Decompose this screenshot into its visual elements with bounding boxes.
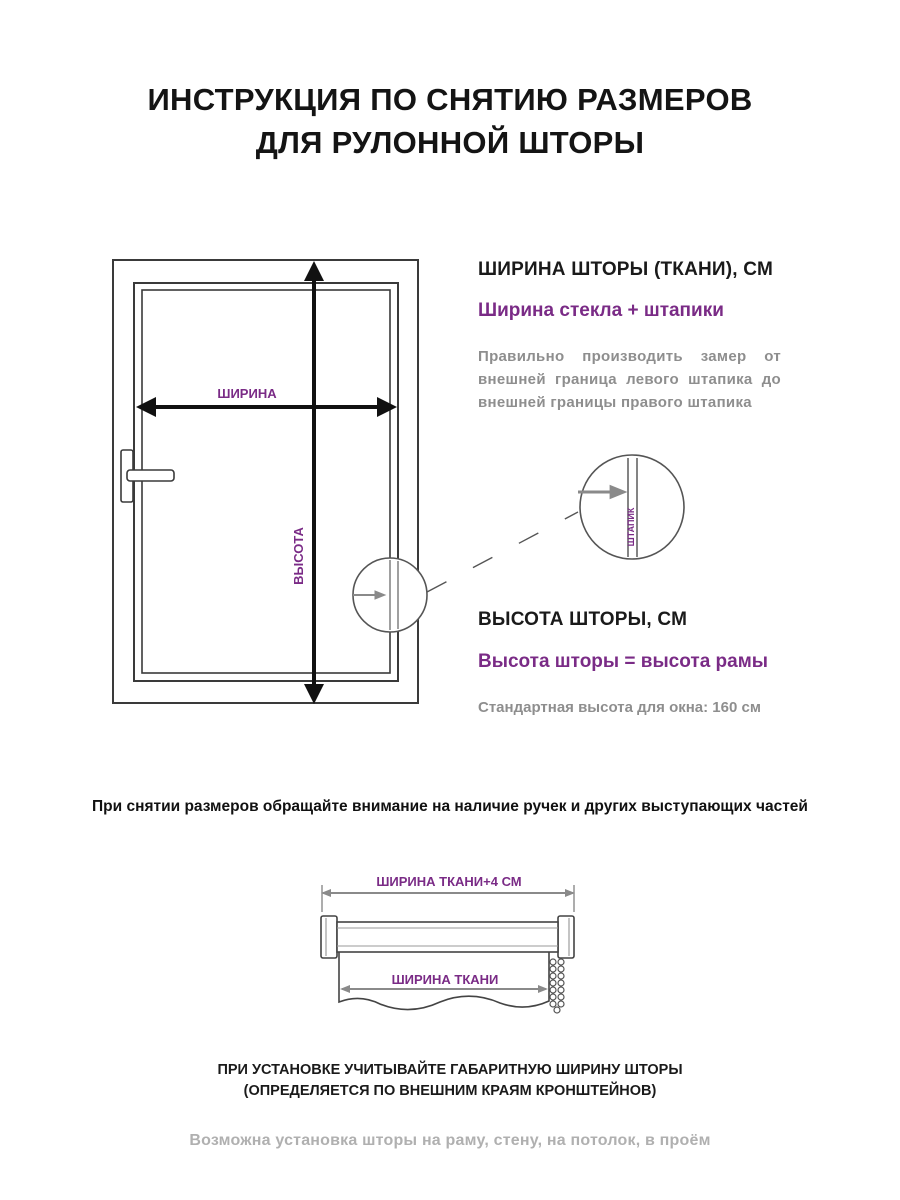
left-bracket	[321, 916, 337, 958]
outer-width-label: ШИРИНА ТКАНИ+4 СМ	[376, 874, 522, 889]
roller-tube	[337, 922, 558, 952]
detail-label: ШТАПИК	[626, 507, 636, 547]
install-note-line-2: (ОПРЕДЕЛЯЕТСЯ ПО ВНЕШНИМ КРАЯМ КРОНШТЕЙНОВ)	[243, 1083, 657, 1099]
inner-width-label: ШИРИНА ТКАНИ	[391, 972, 499, 987]
title-line-2: ДЛЯ РУЛОННОЙ ШТОРЫ	[255, 125, 645, 160]
width-heading: ШИРИНА ШТОРЫ (ТКАНИ), СМ	[478, 259, 773, 280]
width-formula: Ширина стекла + штапики	[478, 300, 724, 321]
title-line-1: ИНСТРУКЦИЯ ПО СНЯТИЮ РАЗМЕРОВ	[147, 82, 753, 117]
measurement-warning: При снятии размеров обращайте внимание на наличие ручек и других выступающих частей	[92, 798, 808, 815]
width-note: Правильно производить замер от внешней граница левого штапика до внешней границы правого штапика	[478, 348, 781, 411]
height-note: Стандартная высота для окна: 160 см	[478, 699, 761, 716]
install-note	[0, 1060, 900, 1102]
height-label: ВЫСОТА	[291, 527, 306, 585]
install-note-line-1: ПРИ УСТАНОВКЕ УЧИТЫВАЙТЕ ГАБАРИТНУЮ ШИРИНУ ШТОРЫ	[217, 1062, 683, 1078]
width-label: ШИРИНА	[217, 386, 277, 401]
height-heading: ВЫСОТА ШТОРЫ, СМ	[478, 609, 688, 630]
height-formula: Высота шторы = высота рамы	[478, 651, 768, 672]
right-bracket	[558, 916, 574, 958]
pull-chain	[550, 959, 564, 1013]
footer-note: Возможна установка шторы на раму, стену, на потолок, в проём	[189, 1132, 711, 1149]
